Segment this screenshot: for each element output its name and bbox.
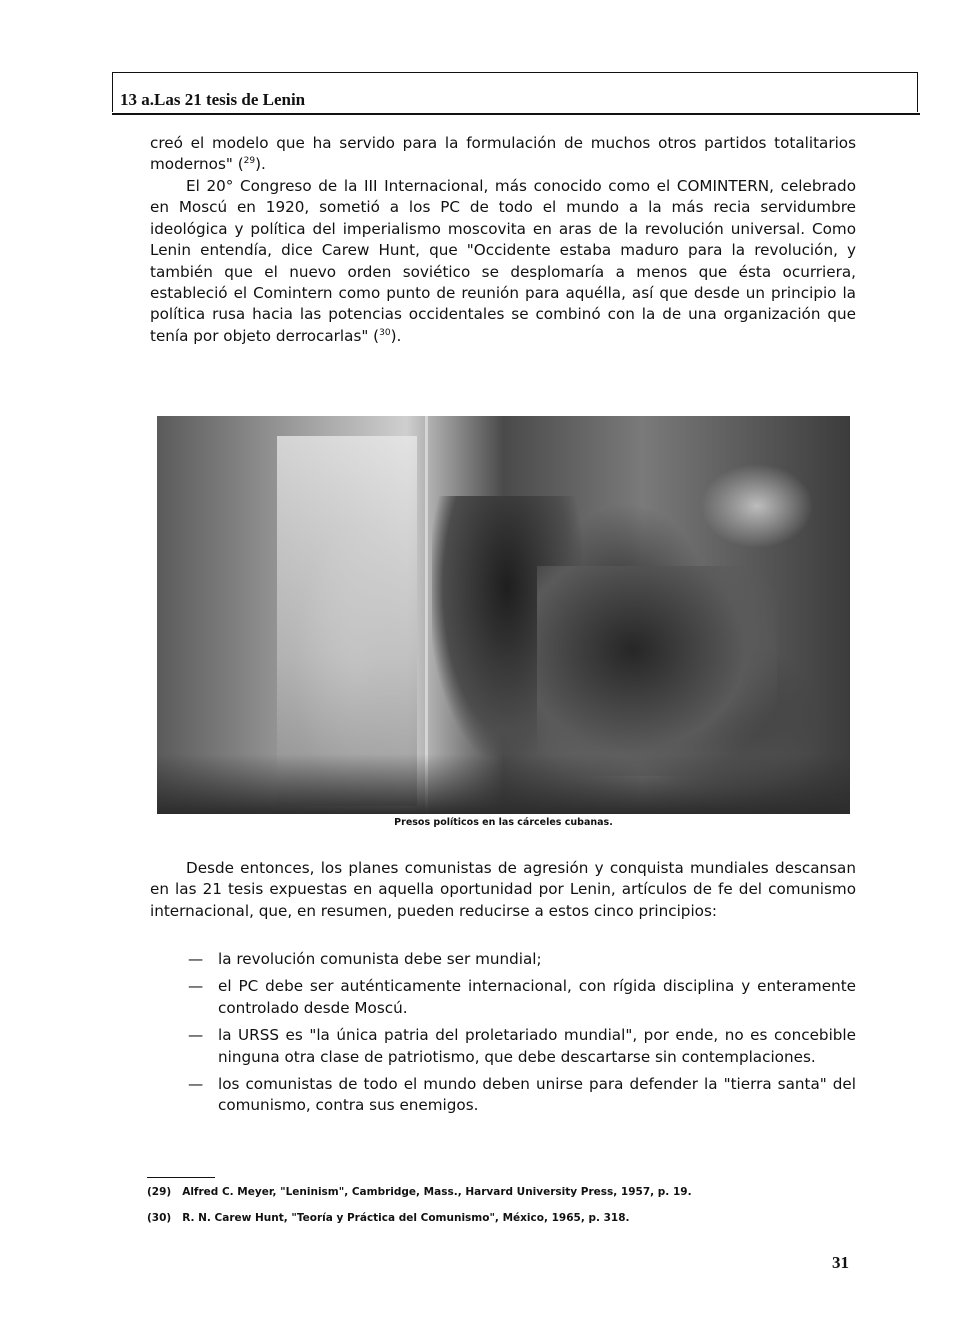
footnote-ref-30: 30 [379,327,391,338]
paragraph-1-end: ). [255,155,266,174]
photo-caption: Presos políticos en las cárceles cubanas. [394,817,613,828]
paragraph-continuation [150,133,856,176]
footnote-ref-29: 29 [243,156,256,167]
footnote-30 [147,1212,847,1224]
photo-political-prisoners [157,416,850,814]
paragraph-3-text: Desde entonces, los planes comunistas de agresión y conquista mundiales descansan en las 21 tesis expuestas en aquella oportunidad por Lenin, artículos de fe del comunismo internacional, que, en resumen, pueden reducirse a estos cinco principios: [150,859,856,920]
list-item [188,976,856,1019]
page-number: 31 [832,1253,849,1272]
paragraph-comintern [150,176,856,347]
paragraph-1-text: creó el modelo que ha servido para la formulación de muchos otros partidos totalitarios modernos" ( [150,134,856,174]
header-rule [112,113,920,115]
list-item [188,1074,856,1117]
list-dash: — [188,1075,204,1094]
list-dash: — [188,1026,204,1045]
list-dash: — [188,977,204,996]
list-item-text: la URSS es "la única patria del proletariado mundial", por ende, no es concebible ninguna otra clase de patriotismo, que debe descartarse sin contemplaciones. [218,1026,856,1066]
paragraph-2-text: El 20° Congreso de la III Internacional, más conocido como el COMINTERN, celebrado en Moscú en 1920, sometió a los PC de todo el mundo a la más recia servidumbre ideológica y política del imperialismo moscovita en aras de la revolución universal. Como Lenin entendía, dice Carew Hunt, que "Occidente estaba maduro para la revolución, y también que el nuevo orden soviético se desplomaría a menos que ésta ocurriera, estableció el Comintern como punto de reunión para aquélla, así que desde un principio la política rusa hacia las potencias occidentales se combinó con la de una organización que tenía por objeto derrocarlas" ( [150,177,856,345]
paragraph-principles [150,858,856,922]
footnote-text: R. N. Carew Hunt, "Teoría y Práctica del Comunismo", México, 1965, p. 318. [182,1212,630,1224]
list-item-text: la revolución comunista debe ser mundial; [218,950,542,968]
list-item [188,1025,856,1068]
footnote-number: (30) [147,1212,172,1224]
photo-light-area [277,436,417,806]
footnote-rule [147,1177,215,1178]
footnote-29 [147,1186,847,1198]
list-item [188,949,856,970]
list-item-text: el PC debe ser auténticamente internacional, con rígida disciplina y enteramente controlado desde Moscú. [218,977,856,1017]
paragraph-2-end: ). [390,326,402,345]
list-item-text: los comunistas de todo el mundo deben unirse para defender la "tierra santa" del comunismo, contra sus enemigos. [218,1075,856,1115]
footnote-number: (29) [147,1186,172,1198]
footnote-text: Alfred C. Meyer, "Leninism", Cambridge, Mass., Harvard University Press, 1957, p. 19. [182,1186,692,1198]
photo-floor-shadow [157,754,850,814]
page-header-title: 13 a.Las 21 tesis de Lenin [120,90,306,109]
photo-figure-crouching [537,566,777,776]
principles-list [188,949,856,1123]
list-dash: — [188,950,204,968]
